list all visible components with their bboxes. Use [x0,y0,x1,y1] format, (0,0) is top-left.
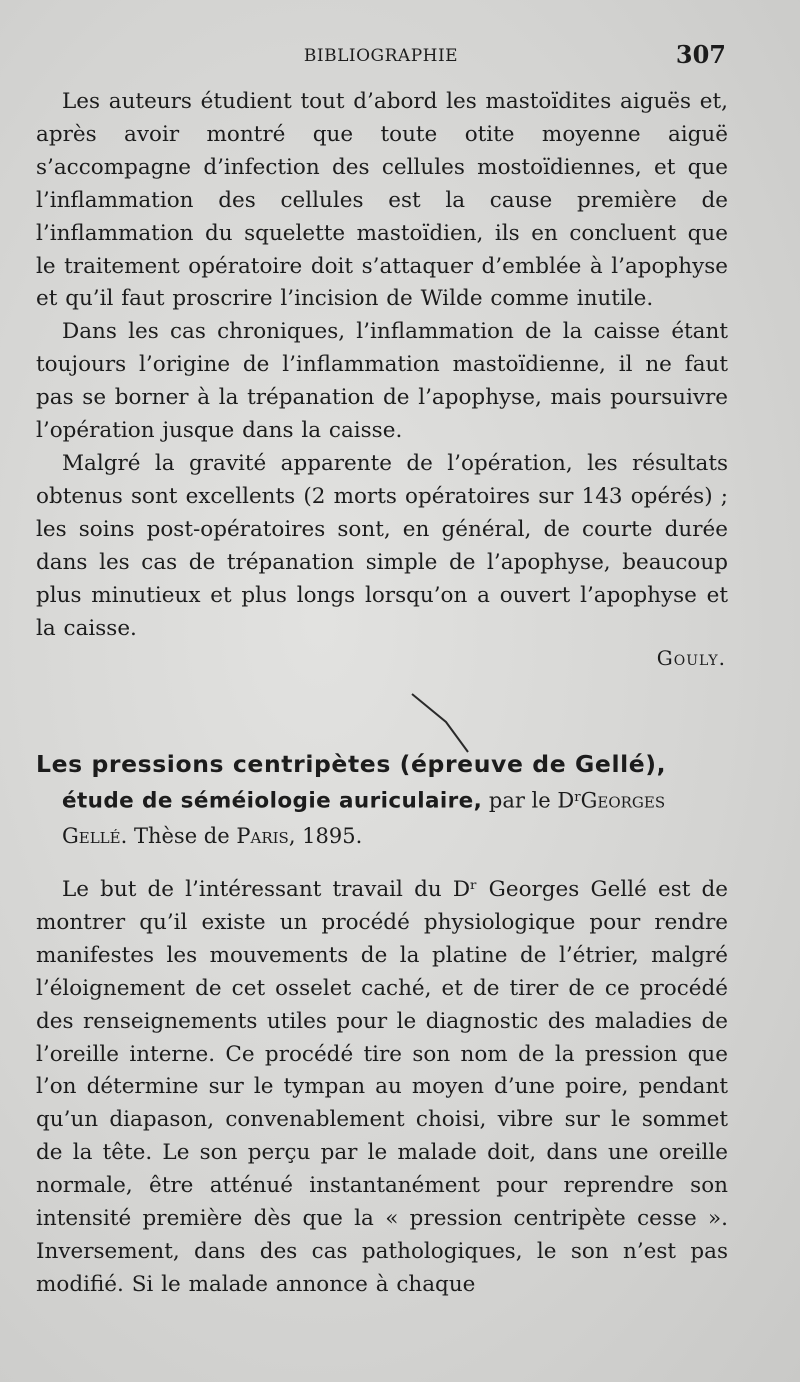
running-head [36,40,726,72]
entry-title-line2 [36,781,736,819]
entry-city: Paris [236,824,289,849]
paragraph-results: Malgré la gravité apparente de l’opération, les résultats obtenus sont excellents (2 morts opératoires sur 143 opérés) ; les soins post-opératoires sont, en général, de courte durée dans les cas de trépanation simple de l’apophyse, beaucoup plus minutieux et plus longs lorsqu’on a ouvert l’apophyse et la caisse. [36,450,728,641]
entry-year: , 1895. [288,824,363,849]
review-gouly [36,86,728,645]
entry-author-surname: Gellé [62,824,121,849]
entry-by: par le D [482,788,575,813]
entry-author-firstname: Georges [580,788,666,813]
paragraph-gelle-procedure: Le but de l’intéressant travail du Dʳ Georges Gellé est de montrer qu’il existe un procédé physiologique pour rendre manifestes les mouvements de la platine de l’étrier, malgré l’éloignement de cet osselet caché, et de tirer de ce procédé des renseignements utiles pour le diagnostic des maladies de l’oreille interne. Ce procédé tire son nom de la pression que l’on détermine sur le tympan au moyen d’une poire, pendant qu’un diapason, convenablement choisi, vibre sur le sommet de la tête. Le son perçu par le malade doit, dans une oreille normale, être atténué instantanément pour reprendre son intensité première dès que la « pression centripète cesse ». Inversement, dans des cas pathologiques, le son n’est pas modifié. Si le malade annonce à chaque [36,877,728,1297]
review-gelle [36,874,728,1302]
bibliography-entry [36,748,736,853]
page-number: 307 [675,40,726,69]
paragraph-chronic-cases: Dans les cas chroniques, l’inflammation de la caisse étant toujours l’origine de l’inflammation mastoïdienne, il ne faut pas se borner à la trépanation de l’apophyse, mais poursuivre l’opération jusque dans la caisse. [36,319,728,444]
reviewer-signature: Gouly. [656,646,726,670]
entry-thesis: . Thèse de [120,824,237,849]
running-title: BIBLIOGRAPHIE [303,46,459,66]
entry-author-line [36,819,736,853]
paragraph-acute-mastoiditis: Les auteurs étudient tout d’abord les mastoïdites aiguës et, après avoir montré que toute otite moyenne aiguë s’accompagne d’infection des cellules mostoïdiennes, et que l’inflammation des cellules est la cause première de l’inflammation du squelette mastoïdien, ils en concluent que le traitement opératoire doit s’attaquer d’emblée à l’apophyse et qu’il faut proscrire l’incision de Wilde comme inutile. [36,89,728,312]
entry-dr-sup: r [574,790,581,805]
entry-title-line1: Les pressions centripètes (épreuve de Gellé), [36,750,667,778]
entry-subtitle: étude de séméiologie auriculaire, [62,788,483,814]
